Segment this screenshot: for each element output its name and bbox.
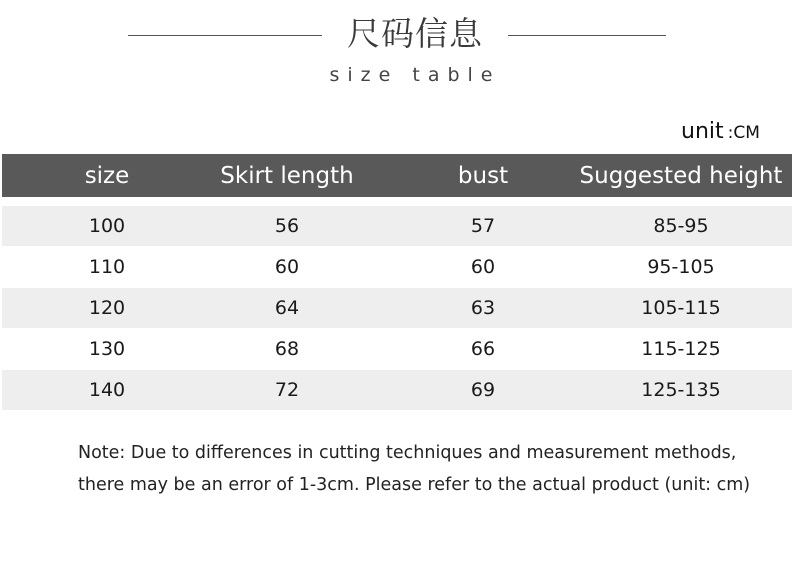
table-cell-skirt-length: 64 — [274, 297, 300, 319]
unit-label-text: unit — [681, 119, 724, 144]
page-title: 尺码信息 — [347, 14, 483, 53]
table-cell-size: 140 — [88, 379, 126, 401]
table-cell-suggested-height: 105-115 — [641, 297, 721, 319]
table-cell-size: 100 — [88, 215, 126, 237]
table-row — [2, 247, 792, 287]
table-row — [2, 329, 792, 369]
table-cell-size: 130 — [88, 338, 126, 360]
measurement-note — [78, 437, 778, 501]
table-cell-size: 120 — [88, 297, 126, 319]
table-cell-skirt-length: 68 — [274, 338, 300, 360]
unit-label — [681, 119, 760, 144]
column-header-suggested-height: Suggested height — [579, 162, 783, 189]
title-rule-right — [508, 35, 666, 36]
table-cell-skirt-length: 60 — [274, 256, 300, 278]
note-line-1: Note: Due to differences in cutting techniques and measurement methods, — [78, 443, 737, 463]
table-cell-skirt-length: 72 — [274, 379, 300, 401]
table-row — [2, 288, 792, 328]
table-cell-bust: 57 — [470, 215, 496, 237]
column-header-size: size — [84, 162, 130, 189]
table-row — [2, 370, 792, 410]
table-cell-suggested-height: 125-135 — [641, 379, 721, 401]
table-cell-bust: 60 — [470, 256, 496, 278]
column-header-bust: bust — [457, 162, 509, 189]
size-table — [2, 154, 792, 410]
page-subtitle: size table — [329, 64, 501, 86]
table-cell-bust: 69 — [470, 379, 496, 401]
title-rule-left — [128, 35, 322, 36]
table-cell-bust: 63 — [470, 297, 496, 319]
column-header-skirt-length: Skirt length — [220, 162, 354, 189]
unit-value: :CM — [727, 123, 760, 143]
note-line-2: there may be an error of 1-3cm. Please refer to the actual product (unit: cm) — [78, 475, 751, 495]
table-cell-suggested-height: 85-95 — [653, 215, 709, 237]
table-cell-skirt-length: 56 — [274, 215, 300, 237]
table-cell-size: 110 — [88, 256, 126, 278]
table-cell-bust: 66 — [470, 338, 496, 360]
table-row — [2, 206, 792, 246]
table-cell-suggested-height: 95-105 — [647, 256, 715, 278]
table-header-row — [2, 154, 792, 197]
table-cell-suggested-height: 115-125 — [641, 338, 721, 360]
